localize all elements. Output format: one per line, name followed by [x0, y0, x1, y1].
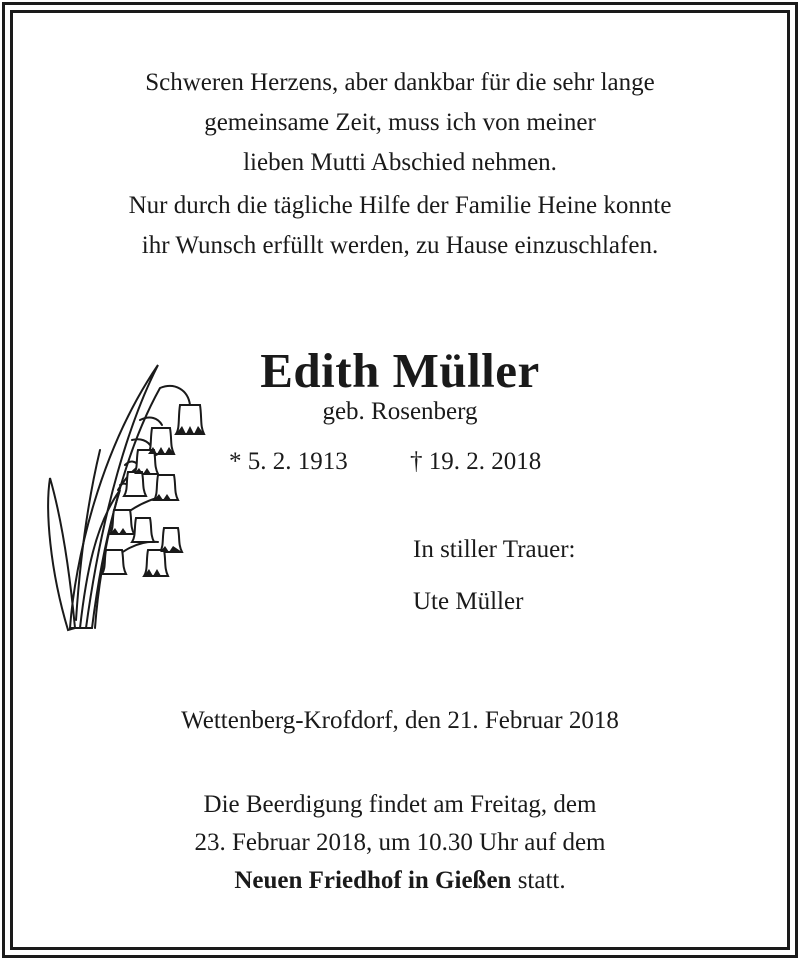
intro-paragraph-2: [0, 186, 800, 266]
funeral-line: [0, 862, 800, 900]
place-and-date: Wettenberg-Krofdorf, den 21. Februar 2018: [181, 707, 619, 734]
funeral-line: 23. Februar 2018, um 10.30 Uhr auf dem: [194, 829, 606, 856]
intro-line: Schweren Herzens, aber dankbar für die sehr lange: [145, 69, 655, 96]
deceased-name: Edith Müller: [260, 343, 540, 398]
maiden-name: geb. Rosenberg: [322, 398, 478, 425]
intro-paragraph-1: [0, 63, 800, 183]
mourning-heading: In stiller Trauer:: [413, 536, 576, 563]
intro-line: ihr Wunsch erfüllt werden, zu Hause einzuschlafen.: [141, 232, 659, 259]
cemetery-name: Neuen Friedhof in Gießen: [234, 867, 512, 894]
funeral-line: Die Beerdigung findet am Freitag, dem: [203, 791, 597, 818]
intro-line: gemeinsame Zeit, muss ich von meiner: [204, 109, 596, 136]
lily-of-the-valley-icon: [40, 360, 210, 640]
funeral-notice: [0, 786, 800, 900]
mourner-name: Ute Müller: [413, 588, 524, 615]
intro-line: Nur durch die tägliche Hilfe der Familie Heine konnte: [128, 192, 672, 219]
birth-date: * 5. 2. 1913: [229, 448, 348, 475]
death-date: † 19. 2. 2018: [410, 448, 542, 475]
intro-line: lieben Mutti Abschied nehmen.: [243, 149, 557, 176]
funeral-suffix: statt.: [511, 867, 566, 894]
